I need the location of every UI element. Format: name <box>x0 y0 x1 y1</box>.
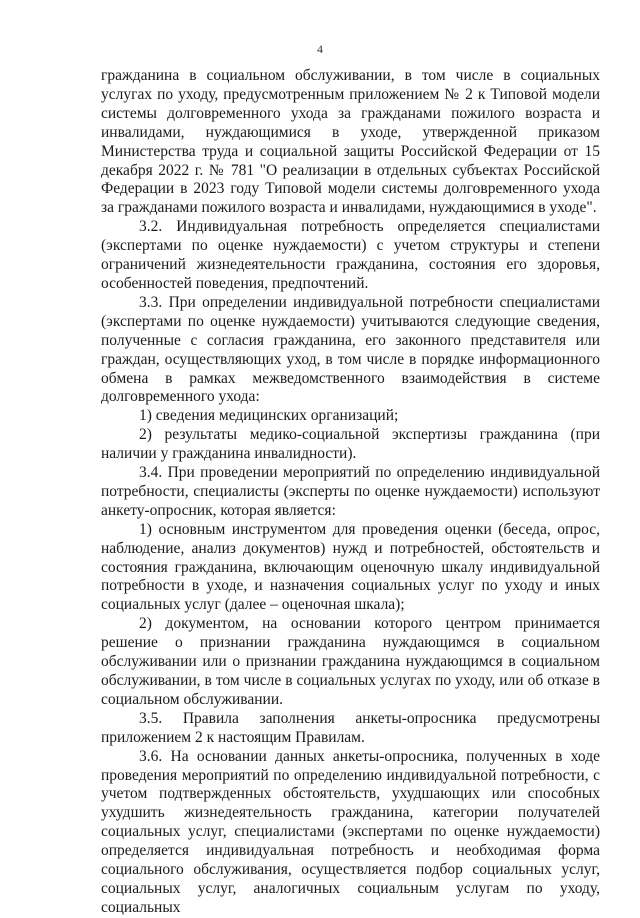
paragraph-3-3: 3.3. При определении индивидуальной потребности специалистами (экспертами по оценке нуждаемости) учитываются следующие сведения, полученные с согласия гражданина, его законного представителя или граждан, осуществляющих уход, в том числе в порядке информационного обмена в рамках межведомственного взаимодействия в системе долговременного ухода: <box>101 293 600 406</box>
paragraph-3-2: 3.2. Индивидуальная потребность определяется специалистами (экспертами по оценке нуждаемости) с учетом структуры и степени ограничений жизнедеятельности гражданина, состояния его здоровья, особенностей поведения, предпочтений. <box>101 218 600 292</box>
list-item-3-4-2: 2) документом, на основании которого центром принимается решение о признании гражданина нуждающимся в социальном обслуживании или о признании гражданина нуждающимся в социальном обслуживании, в том числе в социальных услугах по уходу, или об отказе в социальном обслуживании. <box>101 615 600 708</box>
list-item-3-3-2: 2) результаты медико-социальной экспертизы гражданина (при наличии у гражданина инвалидности). <box>101 426 600 463</box>
paragraph-3-4: 3.4. При проведении мероприятий по определению индивидуальной потребности, специалисты (эксперты по оценке нуждаемости) используют анкету-опросник, которая является: <box>101 464 600 519</box>
page-number: 4 <box>317 42 323 56</box>
list-item-3-3-1: 1) сведения медицинских организаций; <box>139 407 399 425</box>
list-item-3-4-1: 1) основным инструментом для проведения оценки (беседа, опрос, наблюдение, анализ документов) нужд и потребностей, обстоятельств и состояния гражданина, включающим оценочную шкалу индивидуальной потребности в уходе, и назначения социальных услуг по уходу и иных социальных услуг (далее – оценочная шкала); <box>101 520 600 614</box>
paragraph-3-5: 3.5. Правила заполнения анкеты-опросника предусмотрены приложением 2 к настоящим Правилам. <box>101 709 600 746</box>
paragraph-3-6: 3.6. На основании данных анкеты-опросника, полученных в ходе проведения мероприятий по определению индивидуальной потребности, с учетом подтвержденных обстоятельств, ухудшающих или способных ухудшить жизнедеятельность гражданина, категории получателей социальных услуг, специалистами (экспертами по оценке нуждаемости) определяется индивидуальная потребность и необходимая форма социального обслуживания, осуществляется подбор социальных услуг, социальных услуг, аналогичных социальным услугам по уходу, социальных <box>101 747 600 916</box>
document-body <box>101 67 600 918</box>
paragraph-continuation: гражданина в социальном обслуживании, в том числе в социальных услугах по уходу, предусмотренным приложением № 2 к Типовой модели системы долговременного ухода за гражданами пожилого возраста и инвалидами, нуждающимися в уходе, утвержденной приказом Министерства труда и социальной защиты Российской Федерации от 15 декабря 2022 г. № 781 "О реализации в отдельных субъектах Российской Федерации в 2023 году Типовой модели системы долговременного ухода за гражданами пожилого возраста и инвалидами, нуждающимися в уходе". <box>101 67 600 217</box>
